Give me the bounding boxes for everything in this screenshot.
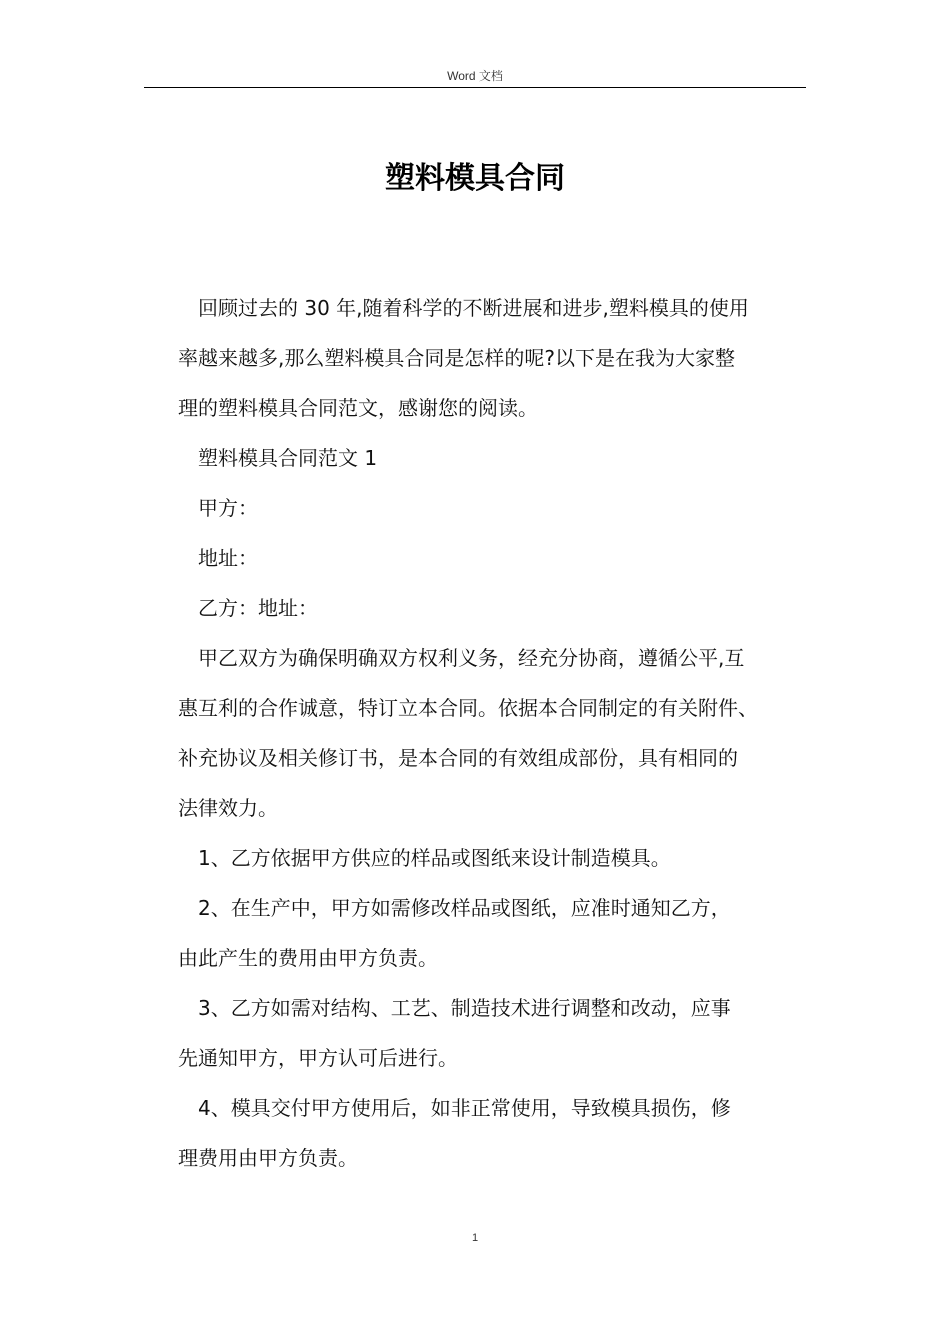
paragraph-agreement <box>178 633 812 833</box>
document-body <box>178 283 812 1183</box>
paragraph-line: 1、乙方依据甲方供应的样品或图纸来设计制造模具。 <box>198 846 671 870</box>
header-divider <box>144 87 806 88</box>
clause-3 <box>178 983 812 1083</box>
paragraph-intro <box>178 283 812 433</box>
paragraph-line: 回顾过去的 30 年,随着科学的不断进展和进步,塑料模具的使用 <box>198 296 749 320</box>
paragraph-line: 由此产生的费用由甲方负责。 <box>178 946 438 970</box>
header-label: Word 文档 <box>447 69 503 83</box>
party-b-field <box>178 583 812 633</box>
paragraph-line: 地址： <box>198 546 258 570</box>
paragraph-line: 甲方： <box>198 496 258 520</box>
party-a-field <box>178 483 812 533</box>
paragraph-line: 理的塑料模具合同范文，感谢您的阅读。 <box>178 396 538 420</box>
paragraph-line: 理费用由甲方负责。 <box>178 1146 358 1170</box>
clause-1 <box>178 833 812 883</box>
paragraph-line: 乙方：地址： <box>198 596 318 620</box>
address-field <box>178 533 812 583</box>
paragraph-line: 惠互利的合作诚意，特订立本合同。依据本合同制定的有关附件、 <box>178 696 758 720</box>
clause-4 <box>178 1083 812 1183</box>
paragraph-line: 率越来越多,那么塑料模具合同是怎样的呢?以下是在我为大家整 <box>178 346 735 370</box>
paragraph-line: 补充协议及相关修订书，是本合同的有效组成部份，具有相同的 <box>178 746 738 770</box>
clause-2 <box>178 883 812 983</box>
document-title: 塑料模具合同 <box>385 161 565 196</box>
paragraph-line: 4、模具交付甲方使用后，如非正常使用，导致模具损伤，修 <box>198 1096 731 1120</box>
paragraph-line: 塑料模具合同范文 1 <box>198 446 378 470</box>
paragraph-line: 法律效力。 <box>178 796 278 820</box>
section-heading <box>178 433 812 483</box>
paragraph-line: 3、乙方如需对结构、工艺、制造技术进行调整和改动，应事 <box>198 996 731 1020</box>
paragraph-line: 先通知甲方，甲方认可后进行。 <box>178 1046 458 1070</box>
page-number: 1 <box>471 1232 479 1244</box>
paragraph-line: 甲乙双方为确保明确双方权利义务，经充分协商，遵循公平,互 <box>198 646 745 670</box>
paragraph-line: 2、在生产中，甲方如需修改样品或图纸，应准时通知乙方， <box>198 896 731 920</box>
